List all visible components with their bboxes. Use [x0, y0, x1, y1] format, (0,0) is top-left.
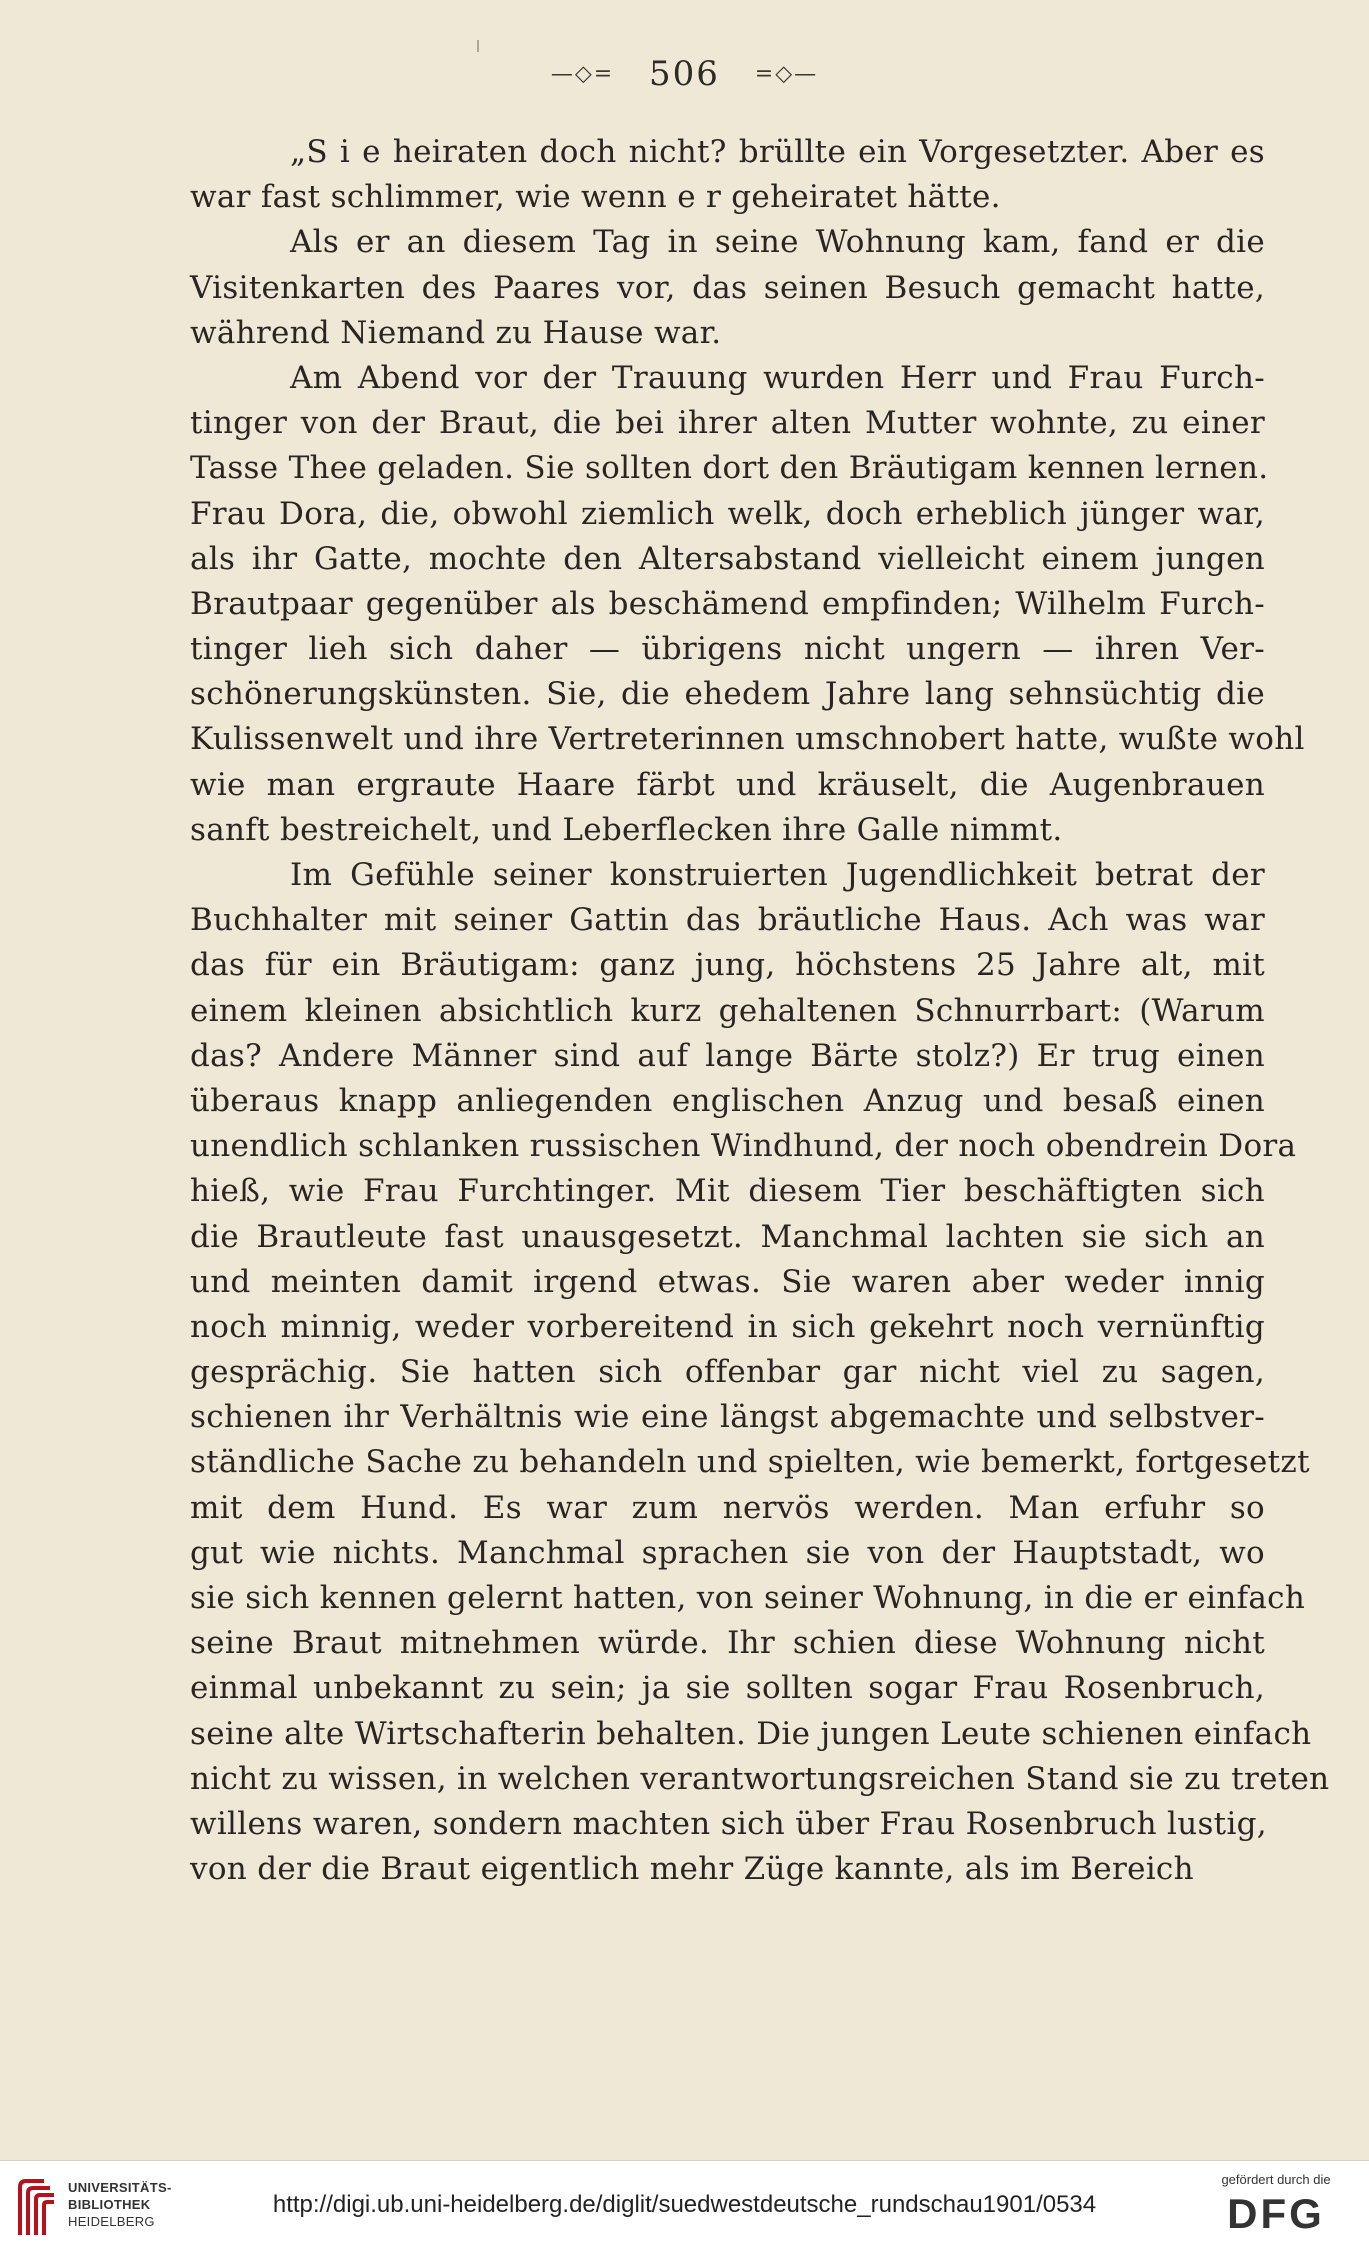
text-line: Buchhalter mit seiner Gattin das bräutliche Haus. Ach was war — [190, 902, 1265, 939]
text-line: das? Andere Männer sind auf lange Bärte stolz?) Er trug einen — [190, 1037, 1265, 1074]
text-line: schienen ihr Verhältnis wie eine längst abgemachte und selbstver- — [190, 1399, 1265, 1436]
library-line-1: UNIVERSITÄTS- — [68, 2180, 172, 2195]
text-line: Im Gefühle seiner konstruierten Jugendlichkeit betrat der — [290, 857, 1265, 893]
text-line: Frau Dora, die, obwohl ziemlich welk, doch erheblich jünger war, — [190, 495, 1265, 532]
right-ornament: =◇— — [754, 61, 819, 87]
text-line: tinger von der Braut, die bei ihrer alten Mutter wohnte, zu einer — [190, 405, 1265, 442]
page-header — [0, 52, 1369, 94]
text-line: Tasse Thee geladen. Sie sollten dort den Bräutigam kennen lernen. — [190, 450, 1269, 487]
permalink-url[interactable]: http://digi.ub.uni-heidelberg.de/diglit/suedwestdeutsche_rundschau1901/0534 — [272, 2191, 1097, 2218]
text-line: gut wie nichts. Manchmal sprachen sie von der Hauptstadt, wo — [190, 1534, 1265, 1571]
text-line: Als er an diesem Tag in seine Wohnung kam, fand er die — [290, 224, 1265, 261]
text-line: wie man ergraute Haare färbt und kräuselt, die Augenbrauen — [190, 766, 1265, 803]
text-line: die Brautleute fast unausgesetzt. Manchmal lachten sie sich an — [190, 1218, 1265, 1255]
text-line: Visitenkarten des Paares vor, das seinen Besuch gemacht hatte, — [190, 269, 1265, 306]
text-line: Am Abend vor der Trauung wurden Herr und Frau Furch- — [290, 359, 1265, 396]
text-line: gesprächig. Sie hatten sich offenbar gar nicht viel zu sagen, — [190, 1354, 1265, 1391]
text-line: als ihr Gatte, mochte den Altersabstand vielleicht einem jungen — [190, 540, 1265, 577]
dfg-logo: DFG — [1227, 2190, 1325, 2237]
text-line: Kulissenwelt und ihre Vertreterinnen umschnobert hatte, wußte wohl — [190, 721, 1305, 758]
text-line: hieß, wie Frau Furchtinger. Mit diesem Tier beschäftigten sich — [190, 1173, 1265, 1210]
left-ornament: —◇= — [550, 61, 615, 87]
text-line: noch minnig, weder vorbereitend in sich gekehrt noch vernünftig — [190, 1308, 1265, 1345]
text-line: seine Braut mitnehmen würde. Ihr schien diese Wohnung nicht — [190, 1625, 1265, 1662]
text-line: mit dem Hund. Es war zum nervös werden. Man erfuhr so — [190, 1489, 1265, 1526]
text-line: Brautpaar gegenüber als beschämend empfinden; Wilhelm Furch- — [190, 585, 1265, 622]
text-line: war fast schlimmer, wie wenn e r geheiratet hätte. — [190, 179, 1001, 216]
text-line: und meinten damit irgend etwas. Sie waren aber weder innig — [190, 1263, 1265, 1300]
text-line: willens waren, sondern machten sich über Frau Rosenbruch lustig, — [190, 1805, 1267, 1842]
text-line: „S i e heiraten doch nicht? brüllte ein Vorgesetzter. Aber es — [290, 134, 1265, 170]
text-line: unendlich schlanken russischen Windhund, der noch obendrein Dora — [190, 1128, 1297, 1165]
text-line: während Niemand zu Hause war. — [190, 314, 722, 351]
text-line: überaus knapp anliegenden englischen Anzug und besaß einen — [190, 1082, 1265, 1119]
text-line: schönerungskünsten. Sie, die ehedem Jahre lang sehnsüchtig die — [190, 676, 1265, 713]
text-line: einem kleinen absichtlich kurz gehaltenen Schnurrbart: (Warum — [190, 992, 1265, 1029]
funder-block[interactable] — [1201, 2171, 1351, 2249]
body-text — [190, 130, 1330, 1892]
library-line-2: BIBLIOTHEK — [68, 2197, 151, 2212]
text-line: sie sich kennen gelernt hatten, von seiner Wohnung, in die er einfach — [190, 1580, 1306, 1616]
footer-bar — [0, 2160, 1369, 2257]
text-line: einmal unbekannt zu sein; ja sie sollten sogar Frau Rosenbruch, — [190, 1670, 1265, 1707]
text-line: sanft bestreichelt, und Leberflecken ihre Galle nimmt. — [190, 811, 1063, 848]
scan-mark — [477, 40, 479, 52]
text-line: von der die Braut eigentlich mehr Züge kannte, als im Bereich — [190, 1851, 1194, 1888]
funding-caption: gefördert durch die — [1221, 2172, 1331, 2187]
library-line-3: HEIDELBERG — [68, 2214, 155, 2229]
text-line: tinger lieh sich daher — übrigens nicht ungern — ihren Ver- — [190, 631, 1265, 668]
text-line: nicht zu wissen, in welchen verantwortungsreichen Stand sie zu treten — [190, 1760, 1330, 1797]
text-line: ständliche Sache zu behandeln und spielten, wie bemerkt, fortgesetzt — [190, 1444, 1310, 1481]
text-line: das für ein Bräutigam: ganz jung, höchstens 25 Jahre alt, mit — [190, 947, 1265, 984]
text-line: seine alte Wirtschafterin behalten. Die jungen Leute schienen einfach — [190, 1715, 1312, 1752]
page-number: 506 — [649, 54, 720, 94]
